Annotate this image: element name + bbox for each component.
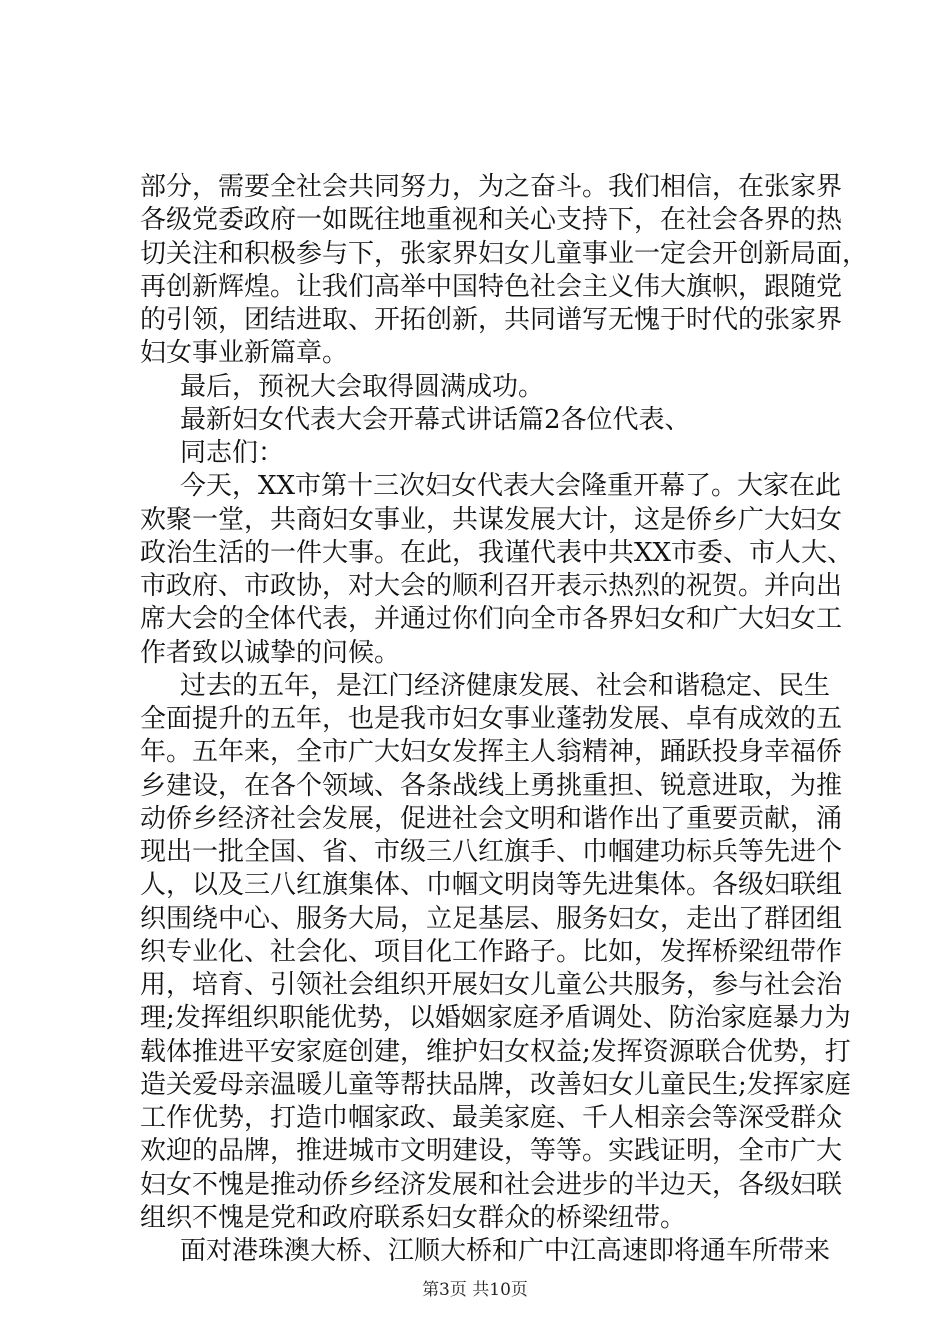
text-line: 再创新辉煌。让我们高举中国特色社会主义伟大旗帜，跟随党 <box>140 272 843 302</box>
text-line: 工作优势，打造巾帼家政、最美家庭、千人相亲会等深受群众 <box>140 1103 843 1133</box>
text-line: 现出一批全国、省、市级三八红旗手、巾帼建功标兵等先进个 <box>140 837 843 867</box>
text-line: 各级党委政府一如既往地重视和关心支持下，在社会各界的热 <box>140 205 843 235</box>
text-line: 欢迎的品牌，推进城市文明建设，等等。实践证明，全市广大 <box>140 1136 843 1166</box>
text-line: 席大会的全体代表，并通过你们向全市各界妇女和广大妇女工 <box>140 604 843 634</box>
text-line: 人，以及三八红旗集体、巾帼文明岗等先进集体。各级妇联组 <box>140 870 843 900</box>
text-line: 最新妇女代表大会开幕式讲话篇2各位代表、 <box>180 405 691 435</box>
text-line: 用，培育、引领社会组织开展妇女儿童公共服务，参与社会治 <box>140 970 843 1000</box>
text-line: 组织不愧是党和政府联系妇女群众的桥梁纽带。 <box>140 1203 687 1233</box>
text-line: 乡建设，在各个领域、各条战线上勇挑重担、锐意进取，为推 <box>140 771 843 801</box>
text-line: 今天，XX市第十三次妇女代表大会隆重开幕了。大家在此 <box>180 471 842 501</box>
text-line: 过去的五年，是江门经济健康发展、社会和谐稳定、民生 <box>180 671 831 701</box>
text-line: 载体推进平安家庭创建，维护妇女权益;发挥资源联合优势，打 <box>140 1037 851 1067</box>
text-line: 同志们： <box>180 438 285 468</box>
text-line: 妇女不愧是推动侨乡经济发展和社会进步的半边天，各级妇联 <box>140 1170 843 1200</box>
text-line: 政治生活的一件大事。在此，我谨代表中共XX市委、市人大、 <box>140 538 854 568</box>
text-line: 的引领，团结进取、开拓创新，共同谱写无愧于时代的张家界 <box>140 305 843 335</box>
text-line: 部分，需要全社会共同努力，为之奋斗。我们相信，在张家界 <box>140 172 843 202</box>
text-line: 动侨乡经济社会发展，促进社会文明和谐作出了重要贡献，涌 <box>140 804 843 834</box>
page-number-footer: 第3页 共10页 <box>422 1280 528 1300</box>
text-line: 理;发挥组织职能优势，以婚姻家庭矛盾调处、防治家庭暴力为 <box>140 1003 851 1033</box>
text-line: 织围绕中心、服务大局，立足基层、服务妇女，走出了群团组 <box>140 904 843 934</box>
text-line: 全面提升的五年，也是我市妇女事业蓬勃发展、卓有成效的五 <box>140 704 843 734</box>
text-line: 最后，预祝大会取得圆满成功。 <box>180 372 545 402</box>
text-line: 年。五年来，全市广大妇女发挥主人翁精神，踊跃投身幸福侨 <box>140 737 843 767</box>
text-line: 面对港珠澳大桥、江顺大桥和广中江高速即将通车所带来 <box>180 1236 831 1266</box>
text-line: 欢聚一堂，共商妇女事业，共谋发展大计，这是侨乡广大妇女 <box>140 505 843 535</box>
text-line: 造关爱母亲温暖儿童等帮扶品牌，改善妇女儿童民生;发挥家庭 <box>140 1070 851 1100</box>
text-line: 妇女事业新篇章。 <box>140 338 349 368</box>
text-line: 作者致以诚挚的问候。 <box>140 638 401 668</box>
text-line: 切关注和积极参与下，张家界妇女儿童事业一定会开创新局面， <box>140 239 869 269</box>
text-line: 织专业化、社会化、项目化工作路子。比如，发挥桥梁纽带作 <box>140 937 843 967</box>
text-line: 市政府、市政协，对大会的顺利召开表示热烈的祝贺。并向出 <box>140 571 843 601</box>
